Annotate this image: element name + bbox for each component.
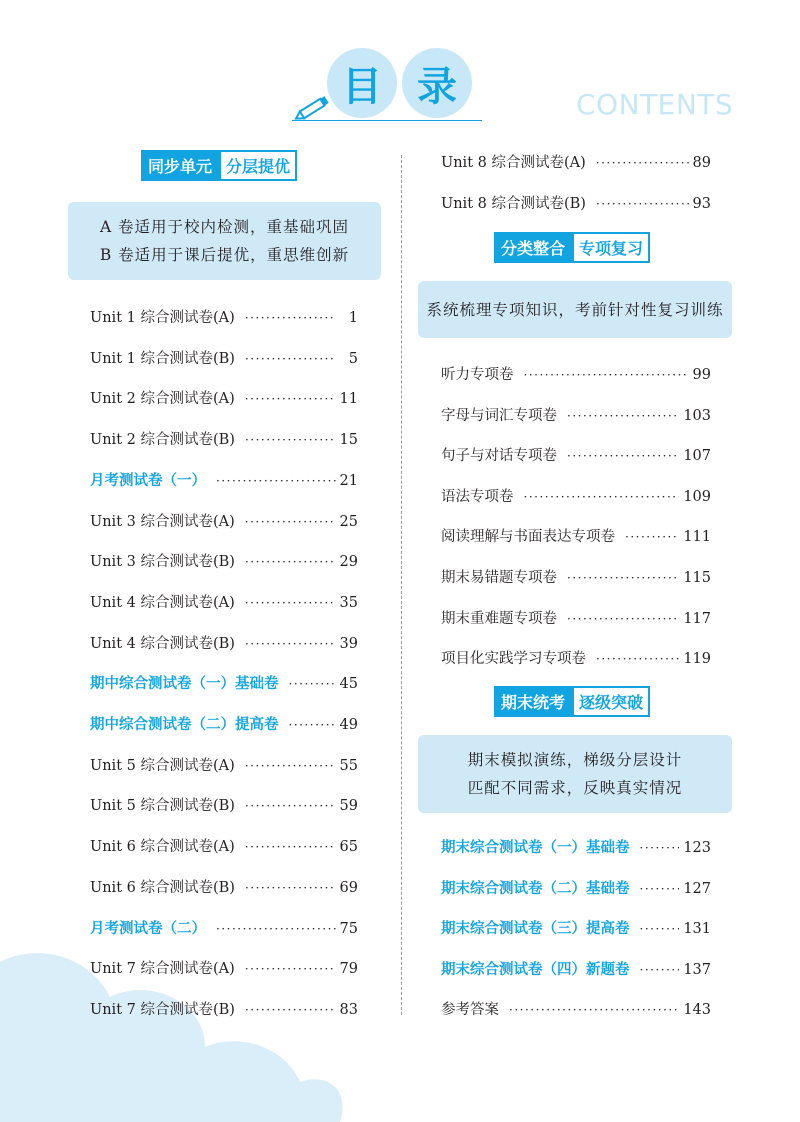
toc-entry-label: 阅读理解与书面表达专项卷 — [441, 529, 615, 546]
toc-entry[interactable] — [441, 566, 711, 587]
toc-entry-label: 参考答案 — [441, 1002, 499, 1019]
dot-leader — [524, 490, 680, 504]
toc-entry[interactable] — [90, 754, 358, 775]
description-line: 匹配不同需求，反映真实情况 — [467, 779, 683, 797]
badge-part-1: 期末统考 — [494, 686, 572, 717]
dot-leader — [596, 156, 689, 170]
toc-entry-label: 听力专项卷 — [441, 367, 514, 383]
toc-entry[interactable] — [90, 632, 358, 653]
title-underline — [292, 120, 482, 121]
toc-entry-label: 期末综合测试卷（二）基础卷 — [441, 880, 630, 897]
toc-entry-label: Unit 8 综合测试卷(A) — [441, 155, 586, 171]
sync-description-box — [68, 202, 381, 280]
toc-entry[interactable] — [90, 510, 358, 531]
toc-entry-page: 5 — [348, 350, 358, 367]
toc-entry-label: 期中综合测试卷（一）基础卷 — [90, 676, 279, 693]
toc-entry-label: 语法专项卷 — [441, 488, 514, 505]
toc-entry-label: Unit 1 综合测试卷(B) — [90, 350, 235, 367]
dot-leader — [245, 596, 336, 610]
dot-leader — [245, 637, 336, 651]
dot-leader — [245, 555, 336, 569]
dot-leader — [245, 392, 336, 406]
dot-leader — [567, 449, 679, 463]
toc-entry-page: 127 — [683, 880, 711, 897]
toc-entry[interactable] — [90, 550, 358, 571]
toc-entry-label: Unit 3 综合测试卷(A) — [90, 513, 235, 530]
toc-entry-page: 143 — [683, 1002, 711, 1019]
toc-entry-page: 39 — [339, 635, 358, 652]
title-char-1: 目 — [327, 48, 397, 118]
dot-leader — [567, 409, 679, 423]
dot-leader — [245, 1003, 336, 1017]
dot-leader — [245, 311, 336, 325]
toc-entry[interactable] — [441, 647, 711, 668]
toc-entry-page: 123 — [683, 840, 711, 856]
toc-entry[interactable] — [441, 877, 711, 898]
toc-entry[interactable] — [90, 713, 358, 734]
badge-part-2: 分层提优 — [219, 150, 297, 181]
toc-entry-page: 11 — [339, 391, 358, 408]
pencil-icon — [292, 93, 334, 123]
toc-entry-page: 119 — [683, 651, 711, 668]
toc-entry-page: 115 — [683, 570, 711, 586]
toc-entry-label: 月考测试卷（一） — [90, 472, 206, 489]
toc-entry-page: 103 — [683, 407, 711, 424]
dot-leader — [245, 433, 336, 447]
dot-leader — [245, 515, 336, 529]
final-description-box — [418, 735, 732, 813]
description-line: 系统梳理专项知识，考前针对性复习训练 — [426, 300, 724, 319]
toc-entry-label: Unit 2 综合测试卷(B) — [90, 432, 235, 449]
toc-entry[interactable] — [90, 794, 358, 815]
dot-leader — [596, 652, 679, 666]
section-badge-final — [494, 686, 650, 717]
toc-entry-label: 期中综合测试卷（二）提高卷 — [90, 717, 279, 733]
toc-entry[interactable] — [90, 469, 358, 490]
toc-entry-label: Unit 5 综合测试卷(A) — [90, 757, 235, 774]
contents-label: CONTENTS — [576, 88, 734, 121]
toc-entry[interactable] — [441, 485, 711, 506]
toc-entry[interactable] — [441, 404, 711, 425]
badge-part-2: 专项复习 — [572, 232, 650, 263]
toc-entry-label: 期末综合测试卷（一）基础卷 — [441, 840, 630, 856]
dot-leader — [567, 571, 679, 585]
toc-entry-label: Unit 4 综合测试卷(A) — [90, 594, 235, 611]
toc-entry-label: 字母与词汇专项卷 — [441, 407, 557, 424]
toc-entry-page: 111 — [683, 529, 711, 546]
toc-entry-page: 1 — [348, 310, 358, 326]
column-divider — [401, 155, 402, 1015]
toc-entry-label: 期末综合测试卷（三）提高卷 — [441, 921, 630, 938]
toc-entry-page: 25 — [339, 513, 358, 530]
section-badge-sync — [141, 150, 297, 181]
toc-entry[interactable] — [441, 192, 711, 213]
toc-entry-label: Unit 1 综合测试卷(A) — [90, 310, 235, 326]
dot-leader — [567, 612, 679, 626]
dot-leader — [289, 677, 336, 691]
toc-entry[interactable] — [441, 525, 711, 546]
toc-entry-page: 55 — [339, 757, 358, 774]
toc-entry[interactable] — [90, 306, 358, 327]
dot-leader — [216, 474, 336, 488]
badge-part-1: 同步单元 — [141, 150, 219, 181]
toc-entry[interactable] — [90, 428, 358, 449]
toc-entry-page: 137 — [683, 961, 711, 978]
description-line: B 卷适用于课后提优，重思维创新 — [99, 246, 350, 264]
dot-leader — [245, 759, 336, 773]
cloud-decoration — [0, 922, 420, 1122]
dot-leader — [524, 368, 689, 382]
toc-entry[interactable] — [441, 607, 711, 628]
dot-leader — [640, 882, 680, 896]
toc-entry-label: Unit 7 综合测试卷(A) — [90, 961, 235, 978]
toc-entry-page: 35 — [339, 594, 358, 611]
toc-entry-label: 期末易错题专项卷 — [441, 570, 557, 586]
section-badge-special — [494, 232, 650, 263]
toc-entry[interactable] — [90, 917, 358, 938]
toc-entry-page: 131 — [683, 921, 711, 938]
badge-part-1: 分类整合 — [494, 232, 572, 263]
dot-leader — [640, 963, 680, 977]
dot-leader — [625, 530, 679, 544]
toc-entry[interactable] — [90, 591, 358, 612]
toc-entry-page: 15 — [339, 432, 358, 449]
toc-entry-label: 期末综合测试卷（四）新题卷 — [441, 961, 630, 978]
toc-entry-page: 69 — [339, 879, 358, 896]
toc-entry-page: 107 — [683, 448, 711, 465]
toc-entry[interactable] — [90, 957, 358, 978]
toc-entry-page: 59 — [339, 798, 358, 815]
toc-entry-label: Unit 6 综合测试卷(A) — [90, 839, 235, 856]
badge-part-2: 逐级突破 — [572, 686, 650, 717]
toc-entry[interactable] — [441, 958, 711, 979]
toc-entry-page: 89 — [692, 155, 711, 171]
toc-entry-label: 期末重难题专项卷 — [441, 610, 557, 627]
dot-leader — [289, 718, 336, 732]
toc-entry[interactable] — [90, 835, 358, 856]
toc-entry-label: Unit 4 综合测试卷(B) — [90, 635, 235, 652]
toc-entry[interactable] — [441, 444, 711, 465]
toc-entry[interactable] — [90, 347, 358, 368]
dot-leader — [245, 962, 336, 976]
toc-entry-page: 109 — [683, 488, 711, 505]
toc-entry-label: 月考测试卷（二） — [90, 920, 206, 937]
toc-entry-page: 75 — [339, 920, 358, 937]
dot-leader — [596, 197, 689, 211]
dot-leader — [245, 840, 336, 854]
dot-leader — [245, 352, 336, 366]
toc-entry[interactable] — [441, 151, 711, 172]
dot-leader — [640, 922, 680, 936]
dot-leader — [640, 841, 680, 855]
toc-entry-label: Unit 2 综合测试卷(A) — [90, 391, 235, 408]
toc-entry-label: Unit 7 综合测试卷(B) — [90, 1001, 235, 1018]
toc-entry[interactable] — [90, 876, 358, 897]
toc-entry-page: 99 — [692, 367, 711, 383]
toc-entry-page: 49 — [339, 717, 358, 733]
description-line: 期末模拟演练，梯级分层设计 — [467, 751, 683, 769]
toc-entry-label: Unit 3 综合测试卷(B) — [90, 554, 235, 571]
toc-entry-label: Unit 8 综合测试卷(B) — [441, 195, 586, 212]
special-description-box — [418, 281, 732, 338]
toc-entry-page: 79 — [339, 961, 358, 978]
toc-entry[interactable] — [441, 917, 711, 938]
dot-leader — [245, 799, 336, 813]
toc-entry[interactable] — [90, 387, 358, 408]
dot-leader — [245, 881, 336, 895]
toc-entry[interactable] — [90, 998, 358, 1019]
toc-entry-label: 句子与对话专项卷 — [441, 448, 557, 465]
toc-entry[interactable] — [441, 836, 711, 857]
toc-entry-page: 45 — [339, 676, 358, 693]
toc-entry[interactable] — [441, 998, 711, 1019]
toc-entry[interactable] — [90, 672, 358, 693]
toc-entry-page: 29 — [339, 554, 358, 571]
toc-entry-page: 21 — [339, 472, 358, 489]
toc-entry-label: Unit 6 综合测试卷(B) — [90, 879, 235, 896]
dot-leader — [509, 1003, 679, 1017]
toc-entry-label: 项目化实践学习专项卷 — [441, 651, 586, 668]
toc-entry-page: 117 — [683, 610, 711, 627]
dot-leader — [216, 922, 336, 936]
description-line: A 卷适用于校内检测，重基础巩固 — [99, 218, 350, 236]
toc-entry[interactable] — [441, 363, 711, 384]
toc-entry-page: 93 — [692, 195, 711, 212]
toc-entry-label: Unit 5 综合测试卷(B) — [90, 798, 235, 815]
toc-entry-page: 83 — [339, 1001, 358, 1018]
toc-entry-page: 65 — [339, 839, 358, 856]
title-char-2: 录 — [402, 48, 472, 118]
